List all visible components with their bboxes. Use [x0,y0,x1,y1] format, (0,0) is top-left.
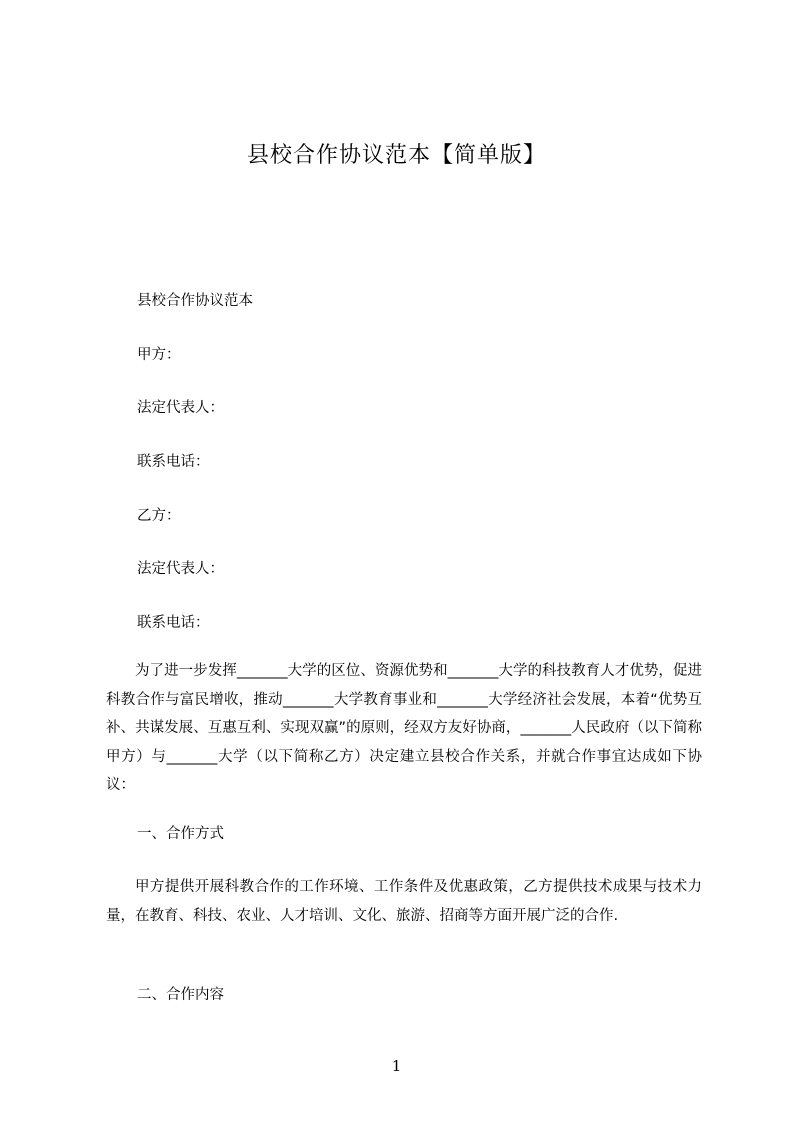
intro-paragraph: 为了进一步发挥_______大学的区位、资源优势和_______大学的科技教育人才优势，促进科教合作与富民增收，推动_______大学教育事业和_______大学经济社会发展，本着“优势互补、共谋发展、互惠互利、实现双赢”的原则，经双方友好协商，_______人民政府（以下简称甲方）与_______大学（以下简称乙方）决定建立县校合作关系，并就合作事宜达成如下协议： [106,663,702,793]
section-1-paragraph: 甲方提供开展科教合作的工作环境、工作条件及优惠政策，乙方提供技术成果与技术力量，在教育、科技、农业、人才培训、文化、旅游、招商等方面开展广泛的合作. [106,879,702,924]
party-a-label: 甲方： [137,347,181,363]
agreement-subtitle: 县校合作协议范本 [137,293,253,309]
party-a-phone-label: 联系电话： [137,454,210,470]
party-b-label: 乙方： [137,508,181,524]
section-2-heading: 二、合作内容 [137,987,224,1003]
document-title: 县校合作协议范本【简单版】 [246,143,546,168]
party-b-phone-label: 联系电话： [137,615,210,631]
party-b-representative-label: 法定代表人： [137,561,224,577]
party-a-representative-label: 法定代表人： [137,400,224,416]
page-number: 1 [391,1057,402,1075]
section-1-heading: 一、合作方式 [137,826,224,842]
